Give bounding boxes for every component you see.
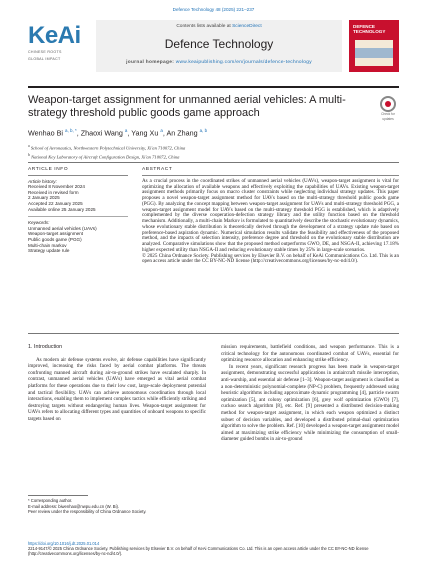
badge-text-2: updates <box>382 116 394 121</box>
homepage-link[interactable]: www.keaipublishing.com/en/journals/defence-technology <box>175 60 312 65</box>
author-name[interactable]: An Zhang <box>166 128 198 138</box>
homepage-line <box>96 60 342 65</box>
issn-line: 2214-9147/© 2025 China Ordnance Society. Publishing services by Elsevier B.V. on behalf of KeAi Communications Co. Ltd. This is an open access article under the CC BY-NC-ND license (http://creativecommons.org/licenses/by-nc-nd/4.0/). <box>28 546 369 557</box>
doi-link[interactable]: https://doi.org/10.1016/j.dt.2025.01.014 <box>28 541 100 546</box>
author-name[interactable]: Wenhao Bi <box>28 128 64 138</box>
affiliations <box>28 143 399 161</box>
keyword[interactable]: Public goods game (PGG) <box>28 236 82 242</box>
peer-review-note: Peer review under the responsibility of China Ordnance Society. <box>28 509 147 515</box>
history-label: Article history: <box>28 178 57 184</box>
history-line: 2 January 2025 <box>28 195 60 201</box>
history-line: Accepted 22 January 2025 <box>28 200 83 206</box>
abstract <box>142 167 399 265</box>
keyword[interactable]: Unmanned aerial vehicles (UAVs) <box>28 225 97 231</box>
divider <box>28 162 399 163</box>
abstract-heading: ABSTRACT <box>142 167 399 176</box>
journal-cover[interactable] <box>349 20 399 72</box>
article-info-heading: ARTICLE INFO <box>28 167 128 176</box>
corresponding-note: * Corresponding author. <box>28 498 73 503</box>
check-for-updates-badge[interactable] <box>377 96 399 121</box>
divider <box>28 216 128 217</box>
logo-tagline-1: CHINESE ROOTS <box>28 50 62 54</box>
keyword[interactable]: Weapon-target assignment <box>28 231 84 237</box>
article-info <box>28 167 128 254</box>
logo-tagline-2: GLOBAL IMPACT <box>28 56 61 61</box>
section-title: 1. Introduction <box>28 344 63 350</box>
badge-text-1: Check for <box>381 112 395 116</box>
footnote-rule <box>28 495 88 496</box>
author-name[interactable]: Zhaoxi Wang <box>80 128 123 138</box>
page-footer <box>28 541 399 557</box>
logo-mark: KeAi <box>28 22 81 49</box>
history-line: Received in revised form <box>28 189 79 195</box>
history-line: Available online 25 January 2025 <box>28 206 96 212</box>
sciencedirect-link[interactable]: ScienceDirect <box>232 24 262 29</box>
author-affil-marker[interactable]: a <box>124 128 128 133</box>
body-column-right <box>221 344 399 443</box>
contents-prefix: Contents lists available at <box>176 24 233 29</box>
affiliation-item: $^a$ School of Aeronautics, Northwestern Polytechnical University, Xi'an 710072, China <box>28 144 186 151</box>
check-updates-icon <box>380 96 396 112</box>
cover-image <box>355 40 393 66</box>
body-paragraph: As modern air defense systems evolve, air defense capabilities have significantly improved, increasing the risks faced by aerial combat platforms. The threats confronting manned aircraft during air-to-ground strikes have escalated sharply. In contrast, unmanned aerial vehicles (UAVs) have emerged as vital aerial combat platforms for these operations due to their low cost, large-scale deployment potential and tactical flexibility. UAVs can achieve autonomous coordination through local interactions, enabling them to implement complex tactics while efficiently striking and destroying targets without endangering human lives. Weapon-target assignment for UAVs refers to allocating different types and quantities of onboard weapons to specific targets based on <box>28 356 206 422</box>
journal-name: Defence Technology <box>164 37 274 51</box>
footnotes <box>28 495 206 515</box>
journal-reference[interactable]: Defence Technology 48 (2025) 221–237 <box>172 7 255 12</box>
author-affil-marker[interactable]: a, b, * <box>65 128 77 133</box>
affiliation-item: $^b$ National Key Laboratory of Aircraft Configuration Design, Xi'an 710072, China <box>28 152 180 160</box>
body-paragraph: In recent years, significant research progress has been made in weapon-target assignment, demonstrating successful applications in antiaircraft missile interception, anti-warship, and essential air defense [1–3]. Weapon-target assignment is classified as a non-deterministic polynomial-complete (NP-C) problem, frequently addressed using heuristic algorithms including approximate dynamic programming [4], particle swarm optimization [5], ant colony optimization [6], grey wolf optimization (GWO) [7], cuckoo search algorithm [8], etc. Ref. [9] presented a distributed decision-making method for weapon-target assignment, in which each weapon optimized a distinct subset of decision variables, and developed a distributed primal-dual optimization algorithm to solve the problem. Ref. [10] developed a weapon-target assignment model aimed at maximizing strike efficiency while minimizing the consumption of small-diameter guided bombs in air-to-ground <box>221 363 399 443</box>
contents-line <box>96 20 342 29</box>
email-note[interactable]: E-mail address: biwenhao@nwpu.edu.cn (W. Bi). <box>28 503 120 509</box>
header-rule <box>28 86 399 88</box>
homepage-label: journal homepage: <box>126 60 175 65</box>
keywords-label: Keywords: <box>28 220 50 226</box>
abstract-text: As a crucial process in the coordinated strikes of unmanned aerial vehicles (UAVs), weapon-target assignment is vital for optimizing the allocation of available weapons and effectively exploiting the capabilities of UAVs. Existing weapon-target assignment methods primarily focus on macro cluster constraints while neglecting individual strategy updates. This paper proposes a novel weapon-target assignment method for UAVs based on the multi-strategy threshold public goods game (PGG). By analyzing the concept mapping between weapon-target assignment for UAVs and multi-strategy threshold PGG, a weapon-target assignment model for UAVs based on the multi-strategy threshold PGG is established, which is adaptively complemented by the diverse cooperation-defection strategy library and the utility function based on the threshold mechanism. Additionally, a multi-chain Markov is formulated to quantitatively describe the stochastic evolutionary dynamics, whose evolutionary stable distribution is theoretically derived through the development of a strategy update rule based on preference-based aspiration dynamic. Numerical simulation results validate the feasibility and effectiveness of the proposed method, and the impacts of selection intensity, preference degree and threshold on the evolutionary stable distribution are analyzed. Comparative simulations show that the proposed method outperforms GWO, DE, and NSGA-II, achieving 17.18% higher expected utility than NSGA-II and reducing evolutionary stable times by 25% in large-scale scenarios. <box>142 177 399 253</box>
body-column-left <box>28 344 206 423</box>
author-name[interactable]: Yang Xu <box>131 128 159 138</box>
masthead <box>28 20 399 80</box>
keai-logo[interactable] <box>28 24 90 70</box>
author-affil-marker[interactable]: a <box>160 128 163 133</box>
author-list: Wenhao Bi $^{a, b, *}$, Zhaoxi Wang $^a$, Yang Xu $^a$, An Zhang $^{a, b}$ <box>28 128 208 138</box>
journal-banner <box>96 20 342 72</box>
article-title: Weapon-target assignment for unmanned aerial vehicles: A multi-strategy threshold public goods game approach <box>28 94 346 119</box>
author-affil-marker[interactable]: a, b <box>199 128 208 133</box>
body-paragraph: mission requirements, battlefield conditions, and weapon performance. This is a critical technology for the autonomous coordinated combat of UAVs, essential for optimizing resource allocation and enhancing strike efficiency. <box>221 344 399 364</box>
keyword[interactable]: Strategy update rule <box>28 248 70 254</box>
cover-title: DEFENCE TECHNOLOGY <box>353 24 386 34</box>
history-line: Received 8 November 2024 <box>28 184 85 190</box>
abstract-copyright: © 2025 China Ordnance Society. Publishing services by Elsevier B.V. on behalf of KeAi Communications Co. Ltd. This is an open access article under the CC BY-NC-ND license (http://creativecommons.org/licenses/by-nc-nd/4.0/). <box>142 252 399 265</box>
keyword[interactable]: Multi-chain markov <box>28 242 67 248</box>
divider <box>28 333 399 334</box>
